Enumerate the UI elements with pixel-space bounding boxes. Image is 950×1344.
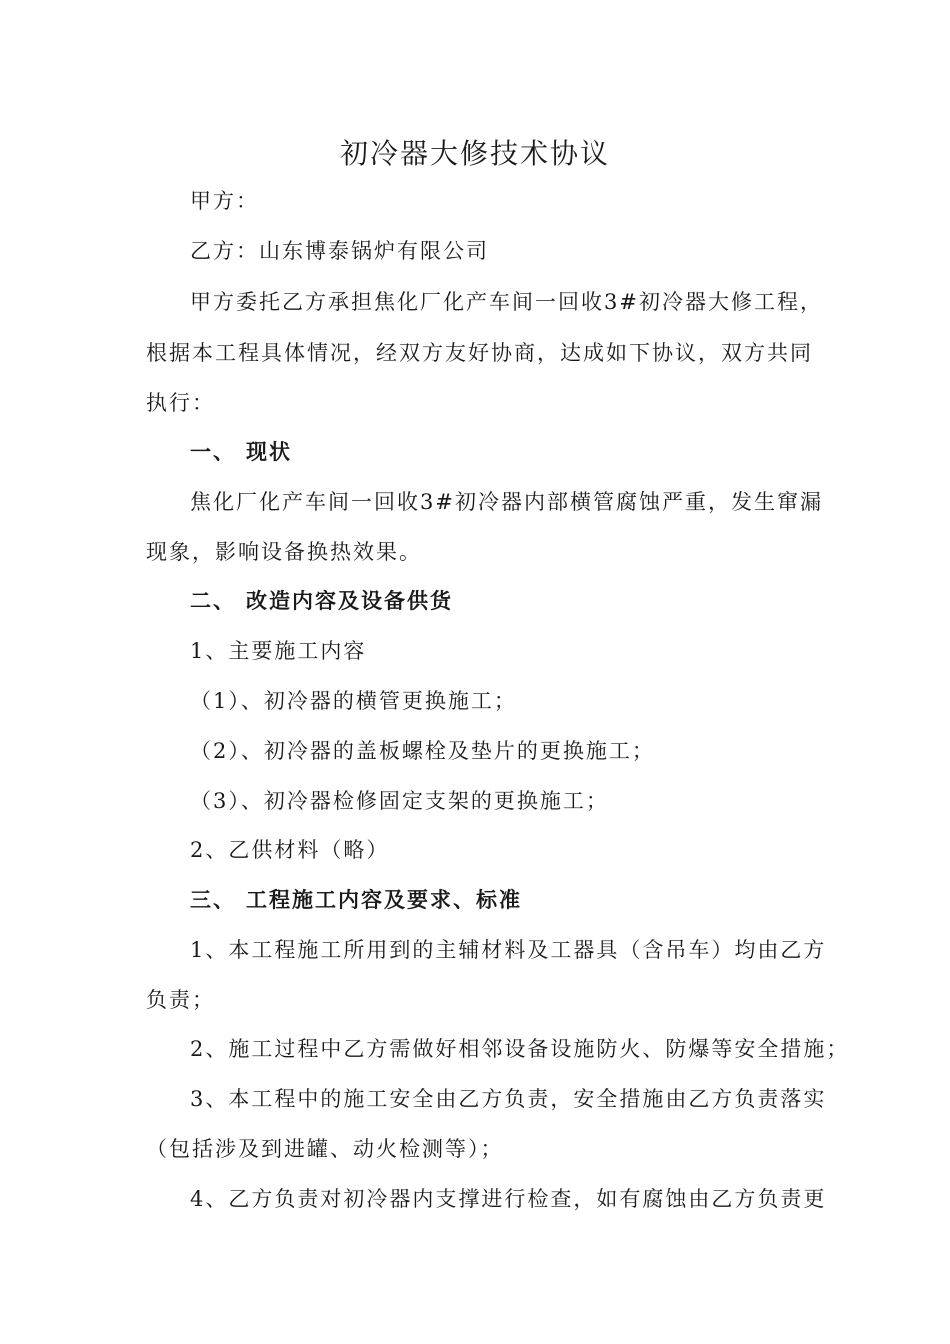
section-3-title: 工程施工内容及要求、标准 xyxy=(246,887,522,912)
section-1-title: 现状 xyxy=(246,439,292,464)
section-2-title: 改造内容及设备供货 xyxy=(246,588,453,613)
section-1-heading xyxy=(190,438,292,466)
intro-line-1: 甲方委托乙方承担焦化厂化产车间一回收3#初冷器大修工程， xyxy=(190,290,823,314)
section-2-sub-item-1: （1）、初冷器的横管更换施工； xyxy=(190,689,517,713)
section-1-body-2: 现象，影响设备换热效果。 xyxy=(146,540,422,564)
party-a-line: 甲方： xyxy=(190,189,259,213)
section-2-item-2: 2、乙供材料（略） xyxy=(190,838,390,862)
section-3-item-3-cont: （包括涉及到进罐、动火检测等）； xyxy=(146,1137,504,1161)
section-3-item-1-cont: 负责； xyxy=(146,988,215,1012)
section-1-number: 一、 xyxy=(190,439,236,464)
intro-line-3: 执行： xyxy=(146,391,215,415)
section-3-item-1: 1、本工程施工所用到的主辅材料及工器具（含吊车）均由乙方 xyxy=(190,938,827,962)
section-2-item-1: 1、主要施工内容 xyxy=(190,639,367,663)
section-3-number: 三、 xyxy=(190,887,236,912)
intro-line-2: 根据本工程具体情况，经双方友好协商，达成如下协议，双方共同 xyxy=(146,341,813,365)
section-1-body-1: 焦化厂化产车间一回收3#初冷器内部横管腐蚀严重，发生窜漏 xyxy=(190,490,823,514)
section-3-item-4: 4、乙方负责对初冷器内支撑进行检查，如有腐蚀由乙方负责更 xyxy=(190,1187,827,1211)
document-title: 初冷器大修技术协议 xyxy=(339,137,610,170)
section-3-item-2: 2、施工过程中乙方需做好相邻设备设施防火、防爆等安全措施； xyxy=(190,1037,850,1061)
section-2-sub-item-3: （3）、初冷器检修固定支架的更换施工； xyxy=(190,789,609,813)
section-3-heading xyxy=(190,886,522,914)
party-b-line: 乙方：山东博泰锅炉有限公司 xyxy=(190,239,489,263)
section-2-sub-item-2: （2）、初冷器的盖板螺栓及垫片的更换施工； xyxy=(190,739,655,763)
section-2-number: 二、 xyxy=(190,588,236,613)
section-2-heading xyxy=(190,587,453,615)
section-3-item-3: 3、本工程中的施工安全由乙方负责，安全措施由乙方负责落实 xyxy=(190,1087,827,1111)
